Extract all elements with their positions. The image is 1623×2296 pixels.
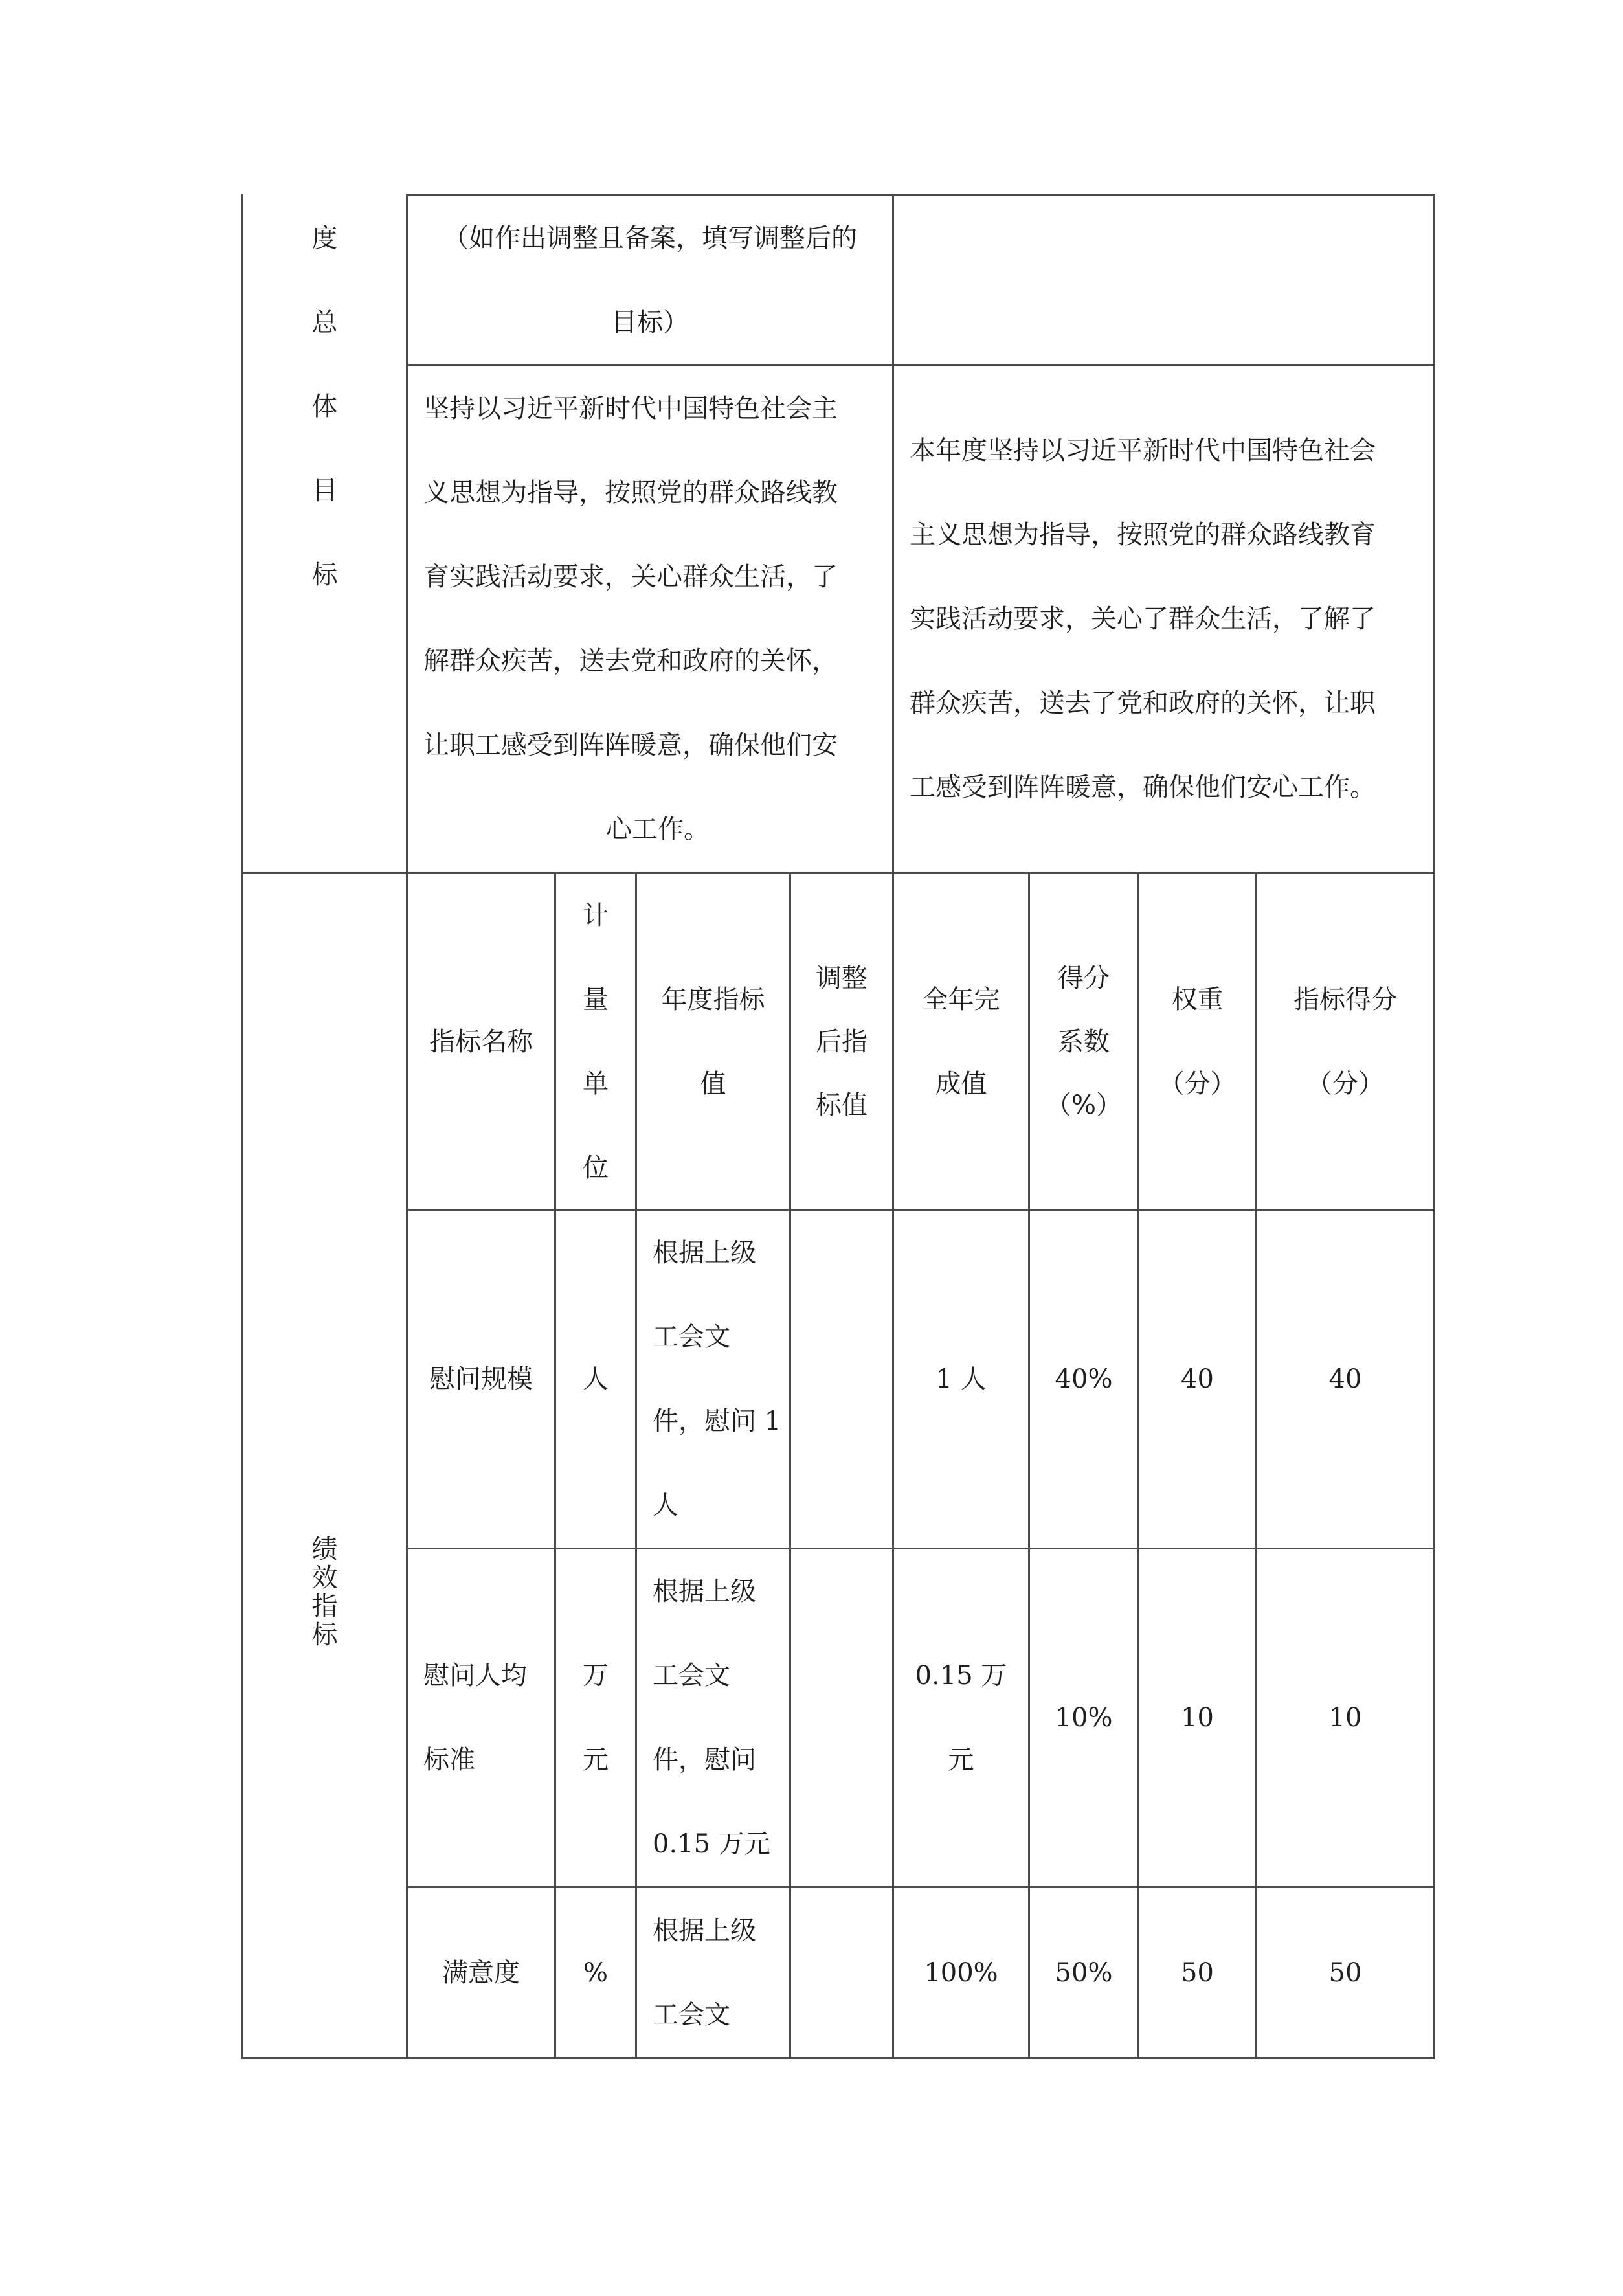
- table-line: [1433, 194, 1435, 2059]
- goal-line: 坚持以习近平新时代中国特色社会主: [423, 394, 838, 423]
- label-char: 目: [311, 476, 338, 506]
- actual-goal-text: [894, 366, 1433, 872]
- label-char: 总: [311, 308, 338, 337]
- label-char: 标: [311, 1619, 338, 1650]
- cell-text: 满意度: [442, 1957, 520, 1988]
- cell-line: 元: [583, 1745, 609, 1775]
- header-line: 值: [700, 1068, 726, 1099]
- cell-text: 1 人: [935, 1364, 987, 1394]
- row3-adjusted-value: [791, 1888, 892, 2057]
- cell-line: 根据上级: [653, 1238, 756, 1268]
- goal-line: 实践活动要求，关心了群众生活，了解了: [910, 604, 1376, 634]
- header-line: 标值: [816, 1090, 867, 1120]
- header-line: 成值: [935, 1068, 987, 1099]
- cell-text: 40%: [1055, 1364, 1113, 1394]
- cell-text: 人: [583, 1364, 609, 1394]
- annual-overall-goal-label: [243, 196, 406, 872]
- cell-text: 50: [1181, 1957, 1214, 1988]
- header-line: 年度指标: [661, 984, 765, 1015]
- row3-completed-value: [894, 1888, 1028, 2057]
- cell-line: 0.15 万: [915, 1661, 1007, 1691]
- cell-line: 根据上级: [653, 1577, 756, 1606]
- row3-unit: [556, 1888, 635, 2057]
- header-adjusted-value: [791, 874, 892, 1209]
- cell-line: 元: [948, 1745, 974, 1775]
- goal-line: 群众疾苦，送去了党和政府的关怀，让职: [910, 688, 1376, 718]
- row3-weight: [1139, 1888, 1255, 2057]
- header-text: 指标名称: [429, 1026, 533, 1057]
- cell-text: %: [583, 1957, 608, 1988]
- header-indicator-score: [1257, 874, 1433, 1209]
- row2-annual-value: [637, 1549, 789, 1886]
- cell-line: 工会文: [653, 1661, 730, 1691]
- row1-completed-value: [894, 1211, 1028, 1548]
- label-char: 体: [311, 392, 338, 422]
- label-char: 绩: [311, 1534, 338, 1564]
- header-line: 调整: [816, 963, 867, 993]
- header-line: 得分: [1058, 963, 1110, 993]
- header-weight: [1139, 874, 1255, 1209]
- cell-line: 人: [653, 1491, 678, 1520]
- adjusted-goal-actual-empty: [894, 196, 1433, 364]
- label-char: 标: [311, 560, 338, 590]
- label-char: 效: [311, 1562, 338, 1593]
- note-line: 目标）: [611, 307, 689, 337]
- header-line: 系数: [1058, 1026, 1110, 1057]
- row2-indicator-score: [1257, 1549, 1433, 1886]
- header-line: 权重: [1171, 984, 1224, 1015]
- header-char: 单: [583, 1068, 609, 1099]
- row3-indicator-score: [1257, 1888, 1433, 2057]
- label-char: 度: [311, 223, 338, 253]
- row1-adjusted-value: [791, 1211, 892, 1548]
- cell-line: 件，慰问: [653, 1745, 756, 1775]
- row1-name: [408, 1211, 554, 1548]
- header-line: 全年完: [922, 984, 1000, 1015]
- row2-name: [408, 1549, 554, 1886]
- goal-line: 让职工感受到阵阵暖意，确保他们安: [423, 730, 838, 760]
- cell-text: 10: [1181, 1703, 1214, 1733]
- label-char: 指: [311, 1591, 338, 1621]
- header-line: 指标得分: [1293, 984, 1397, 1015]
- header-completed-value: [894, 874, 1028, 1209]
- cell-line: 0.15 万元: [653, 1829, 770, 1859]
- cell-text: 10%: [1055, 1703, 1113, 1733]
- row1-indicator-score: [1257, 1211, 1433, 1548]
- cell-line: 标准: [423, 1745, 475, 1775]
- goal-line: 育实践活动要求，关心群众生活，了: [423, 562, 838, 592]
- row2-adjusted-value: [791, 1549, 892, 1886]
- header-char: 量: [583, 984, 609, 1015]
- cell-line: 根据上级: [653, 1915, 756, 1946]
- header-char: 计: [583, 900, 609, 930]
- goal-line: 主义思想为指导，按照党的群众路线教育: [910, 520, 1376, 550]
- row1-unit: [556, 1211, 635, 1548]
- header-indicator-name: [408, 874, 554, 1209]
- cell-text: 40: [1328, 1364, 1362, 1394]
- cell-text: 10: [1328, 1703, 1362, 1733]
- cell-text: 50: [1328, 1957, 1362, 1988]
- header-line: （分）: [1306, 1068, 1384, 1099]
- row2-completed-value: [894, 1549, 1028, 1886]
- performance-indicators-label: [243, 874, 406, 2057]
- goal-line: 工感受到阵阵暖意，确保他们安心工作。: [910, 772, 1376, 802]
- cell-text: 40: [1181, 1364, 1214, 1394]
- cell-line: 万: [583, 1661, 609, 1691]
- cell-text: 慰问规模: [429, 1364, 533, 1394]
- row2-score-coefficient: [1030, 1549, 1137, 1886]
- goal-line: 解群众疾苦，送去党和政府的关怀，: [423, 646, 838, 676]
- cell-line: 工会文: [653, 1999, 730, 2030]
- row1-annual-value: [637, 1211, 789, 1548]
- row3-annual-value: [637, 1888, 789, 2057]
- cell-line: 件，慰问 1: [653, 1406, 781, 1436]
- cell-line: 慰问人均: [423, 1661, 527, 1691]
- header-line: （%）: [1045, 1090, 1122, 1120]
- header-line: （分）: [1158, 1068, 1237, 1099]
- row1-score-coefficient: [1030, 1211, 1137, 1548]
- planned-goal-text: [408, 366, 892, 872]
- row2-weight: [1139, 1549, 1255, 1886]
- header-score-coefficient: [1030, 874, 1137, 1209]
- row3-score-coefficient: [1030, 1888, 1137, 2057]
- header-unit: [556, 874, 635, 1209]
- cell-line: 工会文: [653, 1322, 730, 1352]
- cell-text: 100%: [924, 1957, 998, 1988]
- header-annual-value: [637, 874, 789, 1209]
- note-line: （如作出调整且备案，填写调整后的: [443, 223, 857, 253]
- adjusted-goal-note: [408, 196, 892, 364]
- row1-weight: [1139, 1211, 1255, 1548]
- row3-name: [408, 1888, 554, 2057]
- header-line: 后指: [816, 1026, 867, 1057]
- cell-text: 50%: [1055, 1957, 1113, 1988]
- row2-unit: [556, 1549, 635, 1886]
- goal-line: 本年度坚持以习近平新时代中国特色社会: [910, 436, 1376, 466]
- goal-line: 心工作。: [606, 815, 710, 844]
- goal-line: 义思想为指导，按照党的群众路线教: [423, 478, 838, 508]
- header-char: 位: [583, 1153, 609, 1183]
